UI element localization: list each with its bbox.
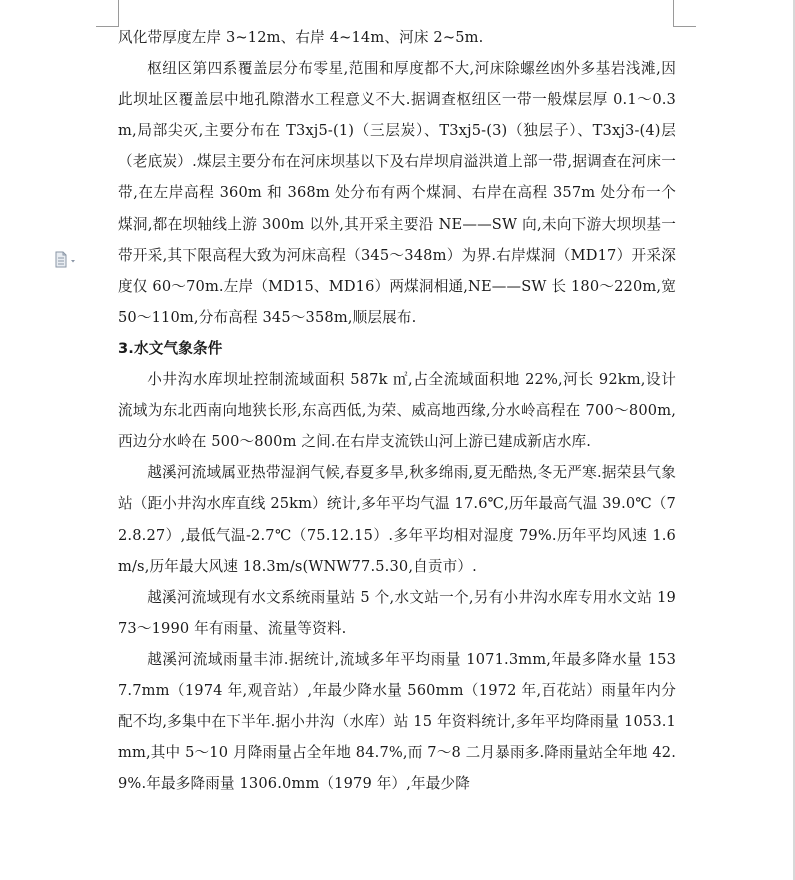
section-heading-hydro: 3.水文气象条件 [118, 339, 223, 357]
paragraph-climate: 越溪河流域属亚热带湿润气候,春夏多旱,秋多绵雨,夏无酷热,冬无严寒.据荣县气象站（距小井沟水库直线 25km）统计,多年平均气温 17.6℃,历年最高气温 39.0℃（72.8.27）,最低气温-2.7℃（75.12.15）.多年平均相对湿度 79%.历年平均风速 1.6m/s,历年最大风速 18.3m/s(WNW77.5.30,自贡市）. [118, 464, 676, 575]
paragraph-overburden-coal: 枢纽区第四系覆盖层分布零星,范围和厚度都不大,河床除螺丝凼外多基岩浅滩,因此坝址区覆盖层中地孔隙潜水工程意义不大.据调查枢纽区一带一般煤层厚 0.1～0.3m,局部尖灭,主要分布在 T3xj5-(1)（三层炭）、T3xj5-(3)（独层子）、T3xj3-(4)层（老底炭）.煤层主要分布在河床坝基以下及右岸坝肩溢洪道上部一带,据调查在河床一带,在左岸高程 360m 和 368m 处分布有两个煤洞、右岸在高程 357m 处分布一个煤洞,都在坝轴线上游 300m 以外,其开采主要沿 NE——SW 向,未向下游大坝坝基一带开采,其下限高程大致为河床高程（345～348m）为界.右岸煤洞（MD17）开采深度仅 60～70m.左岸（MD15、MD16）两煤洞相通,NE——SW 长 180～220m,宽 50～110m,分布高程 345～358m,顺层展布. [118, 60, 676, 326]
paragraph-weathering: 风化带厚度左岸 3~12m、右岸 4~14m、河床 2~5m. [118, 29, 484, 46]
document-body [118, 22, 676, 799]
crop-mark-top-left [96, 0, 119, 27]
crop-mark-top-right [673, 0, 696, 27]
paragraph-catchment: 小井沟水库坝址控制流域面积 587k ㎡,占全流域面积地 22%,河长 92km,设计流域为东北西南向地狭长形,东高西低,为荣、威高地西缘,分水岭高程在 700～800m,西边分水岭在 500～800m 之间.在右岸支流铁山河上游已建成新店水库. [118, 371, 676, 451]
paragraph-doc-icon[interactable] [54, 251, 80, 269]
paragraph-stations: 越溪河流域现有水文系统雨量站 5 个,水文站一个,另有小井沟水库专用水文站 1973～1990 年有雨量、流量等资料. [118, 588, 676, 637]
paragraph-rainfall: 越溪河流域雨量丰沛.据统计,流域多年平均雨量 1071.3mm,年最多降水量 1537.7mm（1974 年,观音站）,年最少降水量 560mm（1972 年,百花站）雨量年内分配不均,多集中在下半年.据小井沟（水库）站 15 年资料统计,多年平均降雨量 1053.1mm,其中 5～10 月降雨量占全年地 84.7%,而 7～8 二月暴雨多.降雨量站全年地 42.9%.年最多降雨量 1306.0mm（1979 年）,年最少降 [118, 650, 676, 793]
